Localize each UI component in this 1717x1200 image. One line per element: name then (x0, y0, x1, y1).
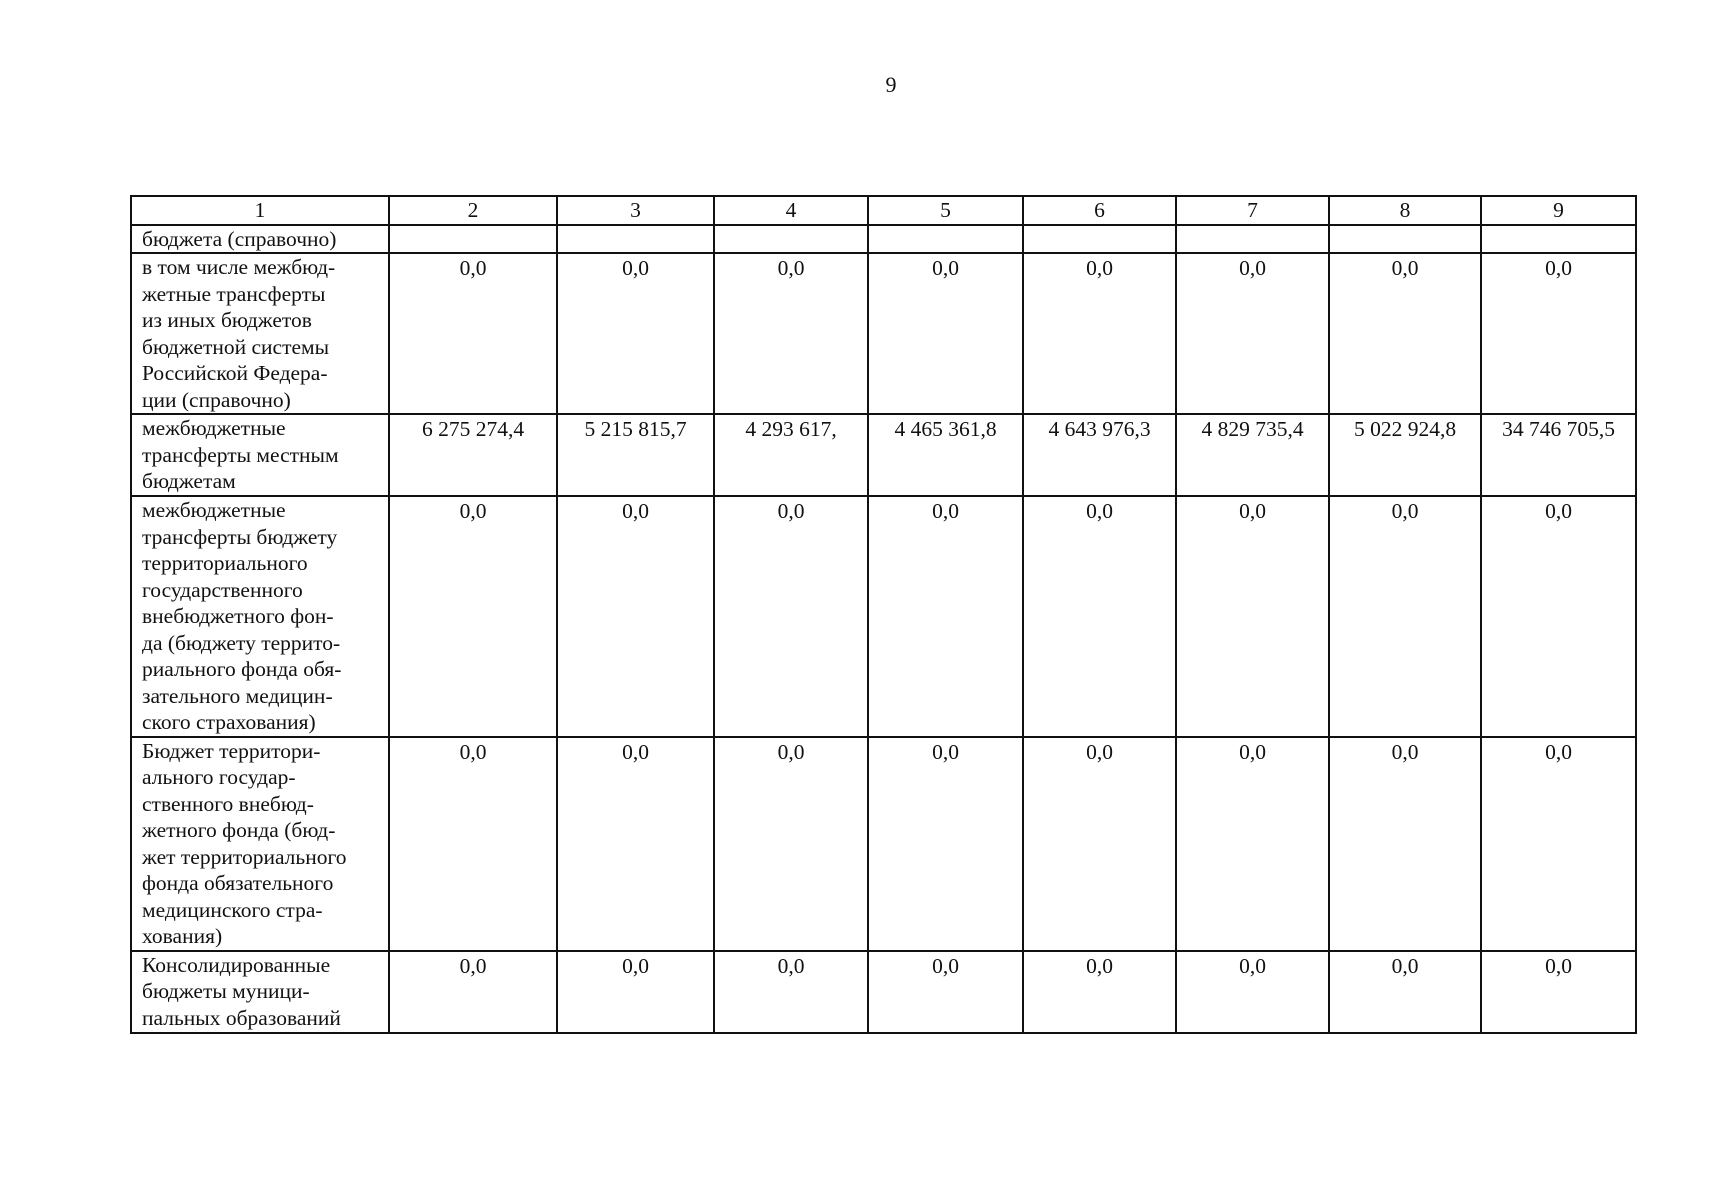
table-cell: 0,0 (868, 737, 1023, 951)
column-header: 6 (1023, 196, 1176, 225)
row-label: межбюджетные трансферты местным бюджетам (131, 414, 389, 496)
table-cell: 0,0 (557, 496, 714, 737)
table-cell: 0,0 (868, 951, 1023, 1033)
table-header-row (131, 196, 1636, 225)
table-cell: 4 465 361,8 (868, 414, 1023, 496)
table-cell: 0,0 (1329, 951, 1481, 1033)
table-row (131, 253, 1636, 414)
row-label: в том числе межбюд- жетные трансферты из иных бюджетов бюджетной системы Российской Федера- ции (справочно) (131, 253, 389, 414)
table-cell: 6 275 274,4 (389, 414, 557, 496)
table-cell: 0,0 (1176, 253, 1329, 414)
table-cell: 0,0 (1329, 496, 1481, 737)
table-cell: 0,0 (1329, 737, 1481, 951)
table-cell: 5 022 924,8 (1329, 414, 1481, 496)
table-row (131, 951, 1636, 1033)
table-cell: 4 643 976,3 (1023, 414, 1176, 496)
table-row (131, 414, 1636, 496)
table-cell (389, 225, 557, 254)
table-cell (714, 225, 868, 254)
column-header: 5 (868, 196, 1023, 225)
table-cell: 0,0 (1023, 737, 1176, 951)
column-header: 4 (714, 196, 868, 225)
table-cell: 4 293 617, (714, 414, 868, 496)
column-header: 3 (557, 196, 714, 225)
table-cell: 0,0 (1176, 496, 1329, 737)
table-cell: 0,0 (557, 737, 714, 951)
budget-table (130, 195, 1637, 1034)
table-cell: 0,0 (1481, 496, 1636, 737)
table-cell: 5 215 815,7 (557, 414, 714, 496)
table-cell: 0,0 (714, 951, 868, 1033)
table-cell: 0,0 (389, 737, 557, 951)
table-cell (557, 225, 714, 254)
column-header: 7 (1176, 196, 1329, 225)
table-cell: 0,0 (389, 253, 557, 414)
table-cell: 0,0 (389, 951, 557, 1033)
table-cell: 0,0 (714, 496, 868, 737)
column-header: 1 (131, 196, 389, 225)
table-row (131, 225, 1636, 254)
table-cell: 0,0 (1329, 253, 1481, 414)
row-label: Консолидированные бюджеты муници- пальных образований (131, 951, 389, 1033)
table-cell (1329, 225, 1481, 254)
row-label: межбюджетные трансферты бюджету территориального государственного внебюджетного фон- да (бюджету террито- риального фонда обя- зательного медицин- ского страхования) (131, 496, 389, 737)
table-cell: 0,0 (1481, 253, 1636, 414)
column-header: 2 (389, 196, 557, 225)
column-header: 9 (1481, 196, 1636, 225)
table-cell: 0,0 (1023, 496, 1176, 737)
column-header: 8 (1329, 196, 1481, 225)
table-cell: 0,0 (389, 496, 557, 737)
table-row (131, 496, 1636, 737)
table-row (131, 737, 1636, 951)
table-cell (1481, 225, 1636, 254)
table-cell: 34 746 705,5 (1481, 414, 1636, 496)
table-cell: 4 829 735,4 (1176, 414, 1329, 496)
row-label: бюджета (справочно) (131, 225, 389, 254)
table-cell: 0,0 (1481, 737, 1636, 951)
page-number: 9 (885, 72, 897, 97)
table-cell: 0,0 (868, 253, 1023, 414)
table-cell: 0,0 (1176, 737, 1329, 951)
table-cell: 0,0 (557, 253, 714, 414)
table-cell: 0,0 (1023, 951, 1176, 1033)
table-cell: 0,0 (1176, 951, 1329, 1033)
row-label: Бюджет территори- ального государ- ственного внебюд- жетного фонда (бюд- жет территориального фонда обязательного медицинского стра- хования) (131, 737, 389, 951)
table-cell (868, 225, 1023, 254)
table-cell: 0,0 (557, 951, 714, 1033)
table-cell: 0,0 (714, 253, 868, 414)
table-cell: 0,0 (1481, 951, 1636, 1033)
table-cell: 0,0 (868, 496, 1023, 737)
table-cell (1023, 225, 1176, 254)
table-cell: 0,0 (1023, 253, 1176, 414)
table-cell: 0,0 (714, 737, 868, 951)
table-cell (1176, 225, 1329, 254)
